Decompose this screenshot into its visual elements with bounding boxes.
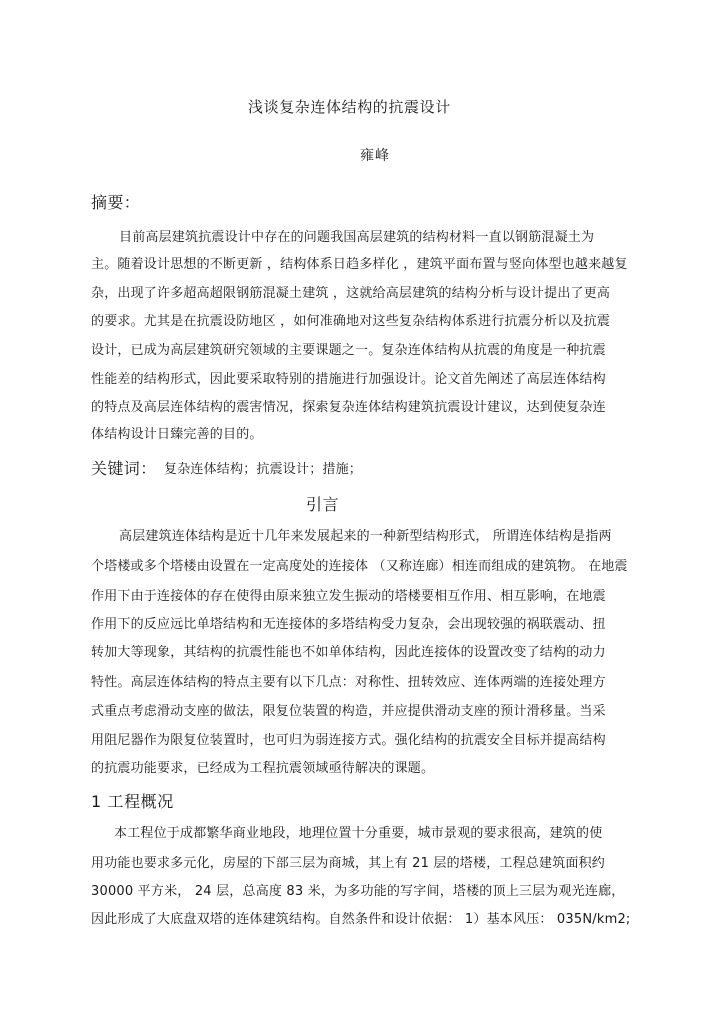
abstract-line: 目前高层建筑抗震设计中存在的问题我国高层建筑的结构材料一直以钢筋混凝土为 [119,230,595,245]
intro-line: 转加大等现象，其结构的抗震性能也不如单体结构，因此连接体的设置改变了结构的动力 [91,645,606,660]
keywords-value: 复杂连体结构；抗震设计；措施； [164,462,363,477]
abstract-line: 主。随着设计思想的不断更新 ，结构体系日趋多样化 ，建筑平面布置与竖向体型也越来越复 [91,257,628,272]
intro-line: 作用下的反应远比单塔结构和无连接体的多塔结构受力复杂，会出现较强的祸联震动、扭 [91,617,606,632]
abstract-heading: 摘要： [91,193,141,212]
section1-heading: 1 工程概况 [91,792,174,811]
intro-line: 作用下由于连接体的存在使得由原来独立发生振动的塔楼要相互作用、相互影响，在地震 [91,589,606,604]
intro-line: 用阻尼器作为限复位装置时，也可归为弱连接方式。强化结构的抗震安全目标并提高结构 [91,733,606,748]
intro-heading: 引言 [306,495,340,514]
section1-line: 用功能也要求多元化，房屋的下部三层为商城，其上有 21 层的塔楼，工程总建筑面积约 [91,856,606,871]
section1-line: 30000 平方米， 24 层，总高度 83 米，为多功能的写字间，塔楼的顶上三层为观光连廊， [91,884,625,899]
document-title: 浅谈复杂连体结构的抗震设计 [248,98,451,116]
abstract-line: 设计，已成为高层建筑研究领域的主要课题之一。复杂连体结构从抗震的角度是一种抗震 [91,343,606,358]
intro-line: 的抗震功能要求，已经成为工程抗震领域亟待解决的课题。 [91,761,435,776]
section1-line: 因此形成了大底盘双塔的连体建筑结构。自然条件和设计依据： 1）基本风压： 035N/km2; [91,912,631,927]
section1-line: 本工程位于成都繁华商业地段，地理位置十分重要，城市景观的要求很高，建筑的使 [114,826,603,841]
abstract-line: 的特点及高层连体结构的震害情况，探索复杂连体结构建筑抗震设计建议，达到使复杂连 [91,400,606,415]
intro-line: 个塔楼或多个塔楼由设置在一定高度处的连接体 （又称连廊）相连而组成的建筑物。 在地震 [91,559,628,574]
keywords-label: 关键词： [91,459,157,478]
intro-line: 式重点考虑滑动支座的做法，限复位装置的构造，并应提供滑动支座的预计滑移量。当采 [91,704,606,719]
intro-line: 高层建筑连体结构是近十几年来发展起来的一种新型结构形式， 所谓连体结构是指两 [119,529,612,544]
intro-line: 特性。高层连体结构的特点主要有以下几点：对称性、扭转效应、连体两端的连接处理方 [91,675,606,690]
author-name: 雍峰 [360,148,390,164]
abstract-line: 性能差的结构形式，因此要采取特别的措施进行加强设计。论文首先阐述了高层连体结构 [91,372,606,387]
abstract-line: 的要求。尤其是在抗震设防地区 ，如何准确地对这些复杂结构体系进行抗震分析以及抗震 [91,314,611,329]
abstract-line: 杂，出现了许多超高超限钢筋混凝土建筑 ，这就给高层建筑的结构分析与设计提出了更高 [91,286,611,301]
abstract-line: 体结构设计日臻完善的目的。 [91,427,263,442]
